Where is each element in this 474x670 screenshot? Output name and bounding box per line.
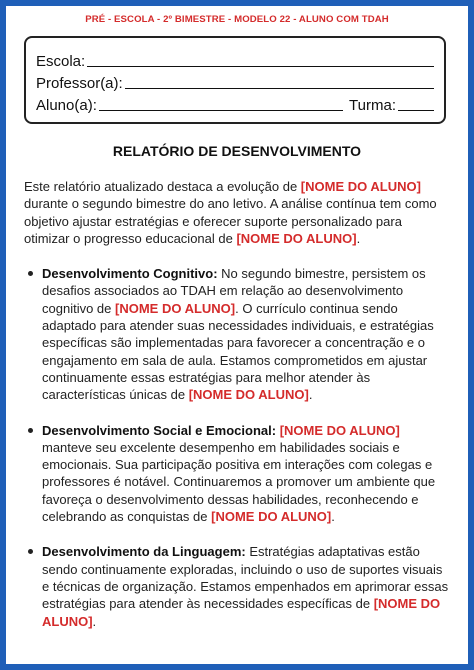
bullet-icon <box>28 428 33 433</box>
aluno-field[interactable] <box>99 109 343 111</box>
student-info-box <box>24 36 446 124</box>
escola-field[interactable] <box>87 65 434 67</box>
section-title: Desenvolvimento Social e Emocional: <box>42 422 277 438</box>
aluno-row <box>36 92 434 114</box>
section-text: . <box>92 613 97 629</box>
turma-field[interactable] <box>398 109 434 111</box>
section-text: . <box>331 509 335 525</box>
bullet-icon <box>28 271 33 276</box>
escola-label: Escola: <box>36 53 86 70</box>
professor-field[interactable] <box>125 87 434 89</box>
report-body <box>24 178 450 648</box>
page-header: PRÉ - ESCOLA - 2º BIMESTRE - MODELO 22 - ALUNO COM TDAH <box>85 14 389 25</box>
section-cognitive <box>42 265 450 403</box>
development-sections <box>24 265 450 630</box>
section-text: . <box>308 387 313 403</box>
intro-text: . <box>356 230 361 246</box>
student-name-placeholder: [NOME DO ALUNO] <box>300 179 421 194</box>
student-name-placeholder: [NOME DO ALUNO] <box>211 509 332 525</box>
aluno-label: Aluno(a): <box>36 97 97 114</box>
section-text: . O currículo continua sendo adaptado para atender suas necessidades individuais, e estratégias específicas são implementadas para favorecer a concentração e o engajamento em sala de aula. Estamos comprometidos em ajustar continuamente essas estratégias para melhor atender às características únicas de <box>42 300 434 403</box>
section-title: Desenvolvimento Cognitivo: <box>42 266 218 282</box>
turma-label: Turma: <box>349 97 396 114</box>
student-name-placeholder: [NOME DO ALUNO] <box>188 387 309 403</box>
student-name-placeholder: [NOME DO ALUNO] <box>279 422 400 438</box>
professor-row <box>36 70 434 92</box>
section-language <box>42 543 450 629</box>
intro-text: durante o segundo bimestre do ano letivo. A análise contínua tem como objetivo ajustar estratégias e oferecer suporte personalizado para otimizar o progresso educacional de <box>24 196 437 246</box>
student-name-placeholder: [NOME DO ALUNO] <box>115 300 236 316</box>
escola-row <box>36 48 434 70</box>
bullet-icon <box>28 549 33 554</box>
section-text: Estratégias adaptativas estão sendo continuamente exploradas, incluindo o uso de suportes visuais e técnicas de organização. Estamos empenhados em aprimorar essas estratégias para atender às necessidades específicas de <box>42 544 449 612</box>
professor-label: Professor(a): <box>36 75 123 92</box>
section-title: Desenvolvimento da Linguagem: <box>42 544 246 560</box>
section-social-emotional <box>42 422 450 526</box>
student-name-placeholder: [NOME DO ALUNO] <box>236 230 357 246</box>
report-title: RELATÓRIO DE DESENVOLVIMENTO <box>112 143 362 159</box>
intro-paragraph <box>24 178 450 247</box>
student-name-placeholder: [NOME DO ALUNO] <box>42 596 441 629</box>
section-text: No segundo bimestre, persistem os desafios associados ao TDAH em relação ao desenvolvimento cognitivo de <box>42 266 426 316</box>
intro-text: Este relatório atualizado destaca a evolução de <box>24 179 301 194</box>
section-text: manteve seu excelente desempenho em habilidades sociais e emocionais. Sua participação positiva em interações com colegas e professores é notável. Continuaremos a promover um ambiente que favoreça o desenvolvimento dessas habilidades, reconhecendo e celebrando as conquistas de <box>42 439 436 525</box>
